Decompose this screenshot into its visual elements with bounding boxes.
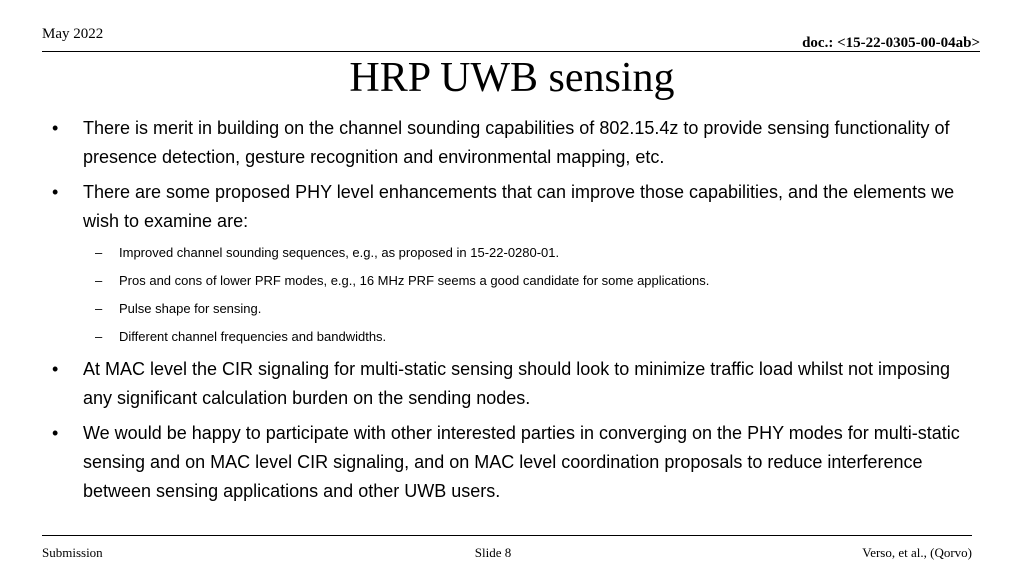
- sub-bullet-text: Improved channel sounding sequences, e.g., as proposed in 15-22-0280-01.: [119, 245, 560, 260]
- bullet-text: We would be happy to participate with other interested parties in converging on the PHY modes for multi-static sensing and on MAC level CIR signaling, and on MAC level coordination proposals to reduce interference between sensing applications and other UWB users.: [83, 423, 960, 501]
- sub-bullet-marker: –: [95, 273, 103, 288]
- sub-bullet-item: [42, 267, 972, 295]
- footer-slide-number: Slide 8: [474, 545, 512, 560]
- sub-bullet-text: Pros and cons of lower PRF modes, e.g., 16 MHz PRF seems a good candidate for some applications.: [119, 273, 710, 288]
- sub-bullet-marker: –: [95, 329, 103, 344]
- bullet-marker: •: [52, 359, 59, 379]
- bullet-item: [42, 114, 972, 172]
- header-doc-id: doc.: <15-22-0305-00-04ab>: [802, 35, 980, 51]
- sub-bullet-marker: –: [95, 301, 103, 316]
- bullet-text: At MAC level the CIR signaling for multi-static sensing should look to minimize traffic load whilst not imposing any significant calculation burden on the sending nodes.: [83, 359, 951, 408]
- slide-title: HRP UWB sensing: [349, 55, 675, 101]
- bullet-item: [42, 419, 972, 506]
- sub-bullet-item: [42, 295, 972, 323]
- sub-bullet-text: Pulse shape for sensing.: [119, 301, 262, 316]
- sub-bullet-text: Different channel frequencies and bandwidths.: [119, 329, 387, 344]
- bullet-marker: •: [52, 423, 59, 443]
- slide-body: [42, 114, 972, 512]
- bullet-marker: •: [52, 118, 59, 138]
- footer-divider: [42, 535, 972, 536]
- header-date: May 2022: [42, 26, 104, 42]
- sub-bullet-item: [42, 323, 972, 351]
- bullet-text: There are some proposed PHY level enhancements that can improve those capabilities, and the elements we wish to examine are:: [83, 182, 955, 231]
- sub-bullet-marker: –: [95, 245, 103, 260]
- sub-bullet-list: [42, 239, 972, 351]
- footer-submission: Submission: [42, 545, 103, 560]
- bullet-item: [42, 178, 972, 236]
- sub-bullet-item: [42, 239, 972, 267]
- bullet-marker: •: [52, 182, 59, 202]
- footer-authors: Verso, et al., (Qorvo): [862, 545, 972, 560]
- bullet-item: [42, 355, 972, 413]
- bullet-text: There is merit in building on the channel sounding capabilities of 802.15.4z to provide sensing functionality of presence detection, gesture recognition and environmental mapping, etc.: [83, 118, 950, 167]
